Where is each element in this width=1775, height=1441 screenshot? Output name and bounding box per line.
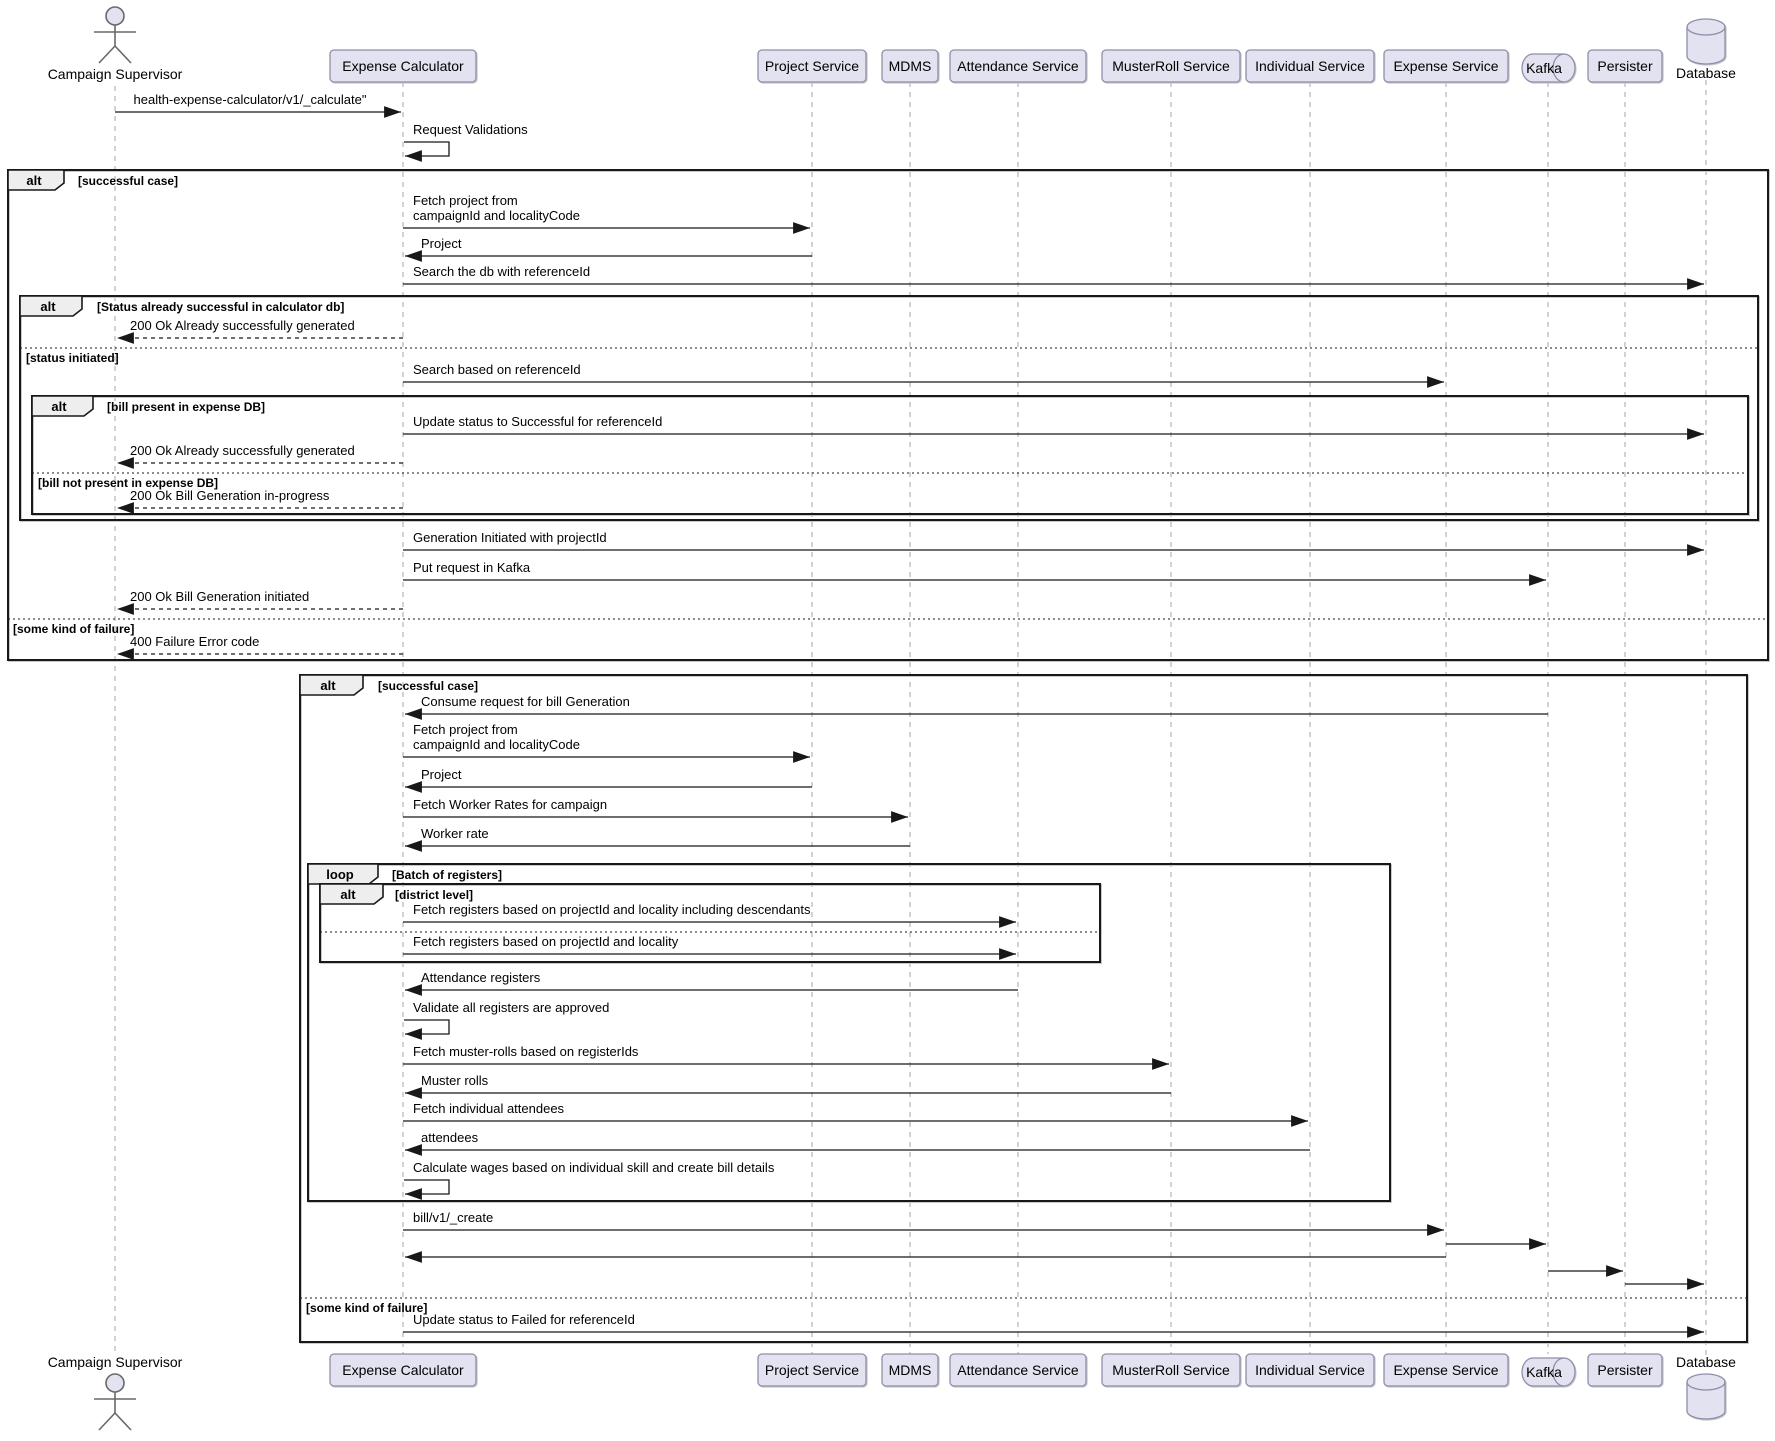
message-fetch-project-2-label-line2: campaignId and localityCode xyxy=(413,737,580,752)
actor-icon xyxy=(94,1374,136,1430)
participant-label-expense-calculator-top: Expense Calculator xyxy=(342,58,464,74)
alt-frame-2-keyword: alt xyxy=(40,299,56,314)
alt-frame-3-else-condition: [bill not present in expense DB] xyxy=(38,476,219,490)
message-fetch-project-1-label-line1: Fetch project from xyxy=(413,193,518,208)
participant-label-kafka-bottom: Kafka xyxy=(1526,1364,1562,1380)
message-worker-rate xyxy=(405,826,910,846)
participants-bottom xyxy=(48,1354,1736,1430)
alt-frame-1-condition: [successful case] xyxy=(78,174,179,188)
alt-frame-1 xyxy=(8,170,1768,660)
participant-expense-service-bottom xyxy=(1384,1354,1508,1386)
participant-label-mdms-top: MDMS xyxy=(888,58,932,74)
message-generation-initiated xyxy=(403,530,1704,550)
message-update-success xyxy=(403,414,1704,434)
participant-label-expense-service-top: Expense Service xyxy=(1393,58,1499,74)
alt-frame-4-else-condition: [some kind of failure] xyxy=(306,1301,428,1315)
alt-frame-3-keyword: alt xyxy=(51,399,67,414)
participant-label-database-bottom: Database xyxy=(1676,1354,1736,1370)
message-calculate xyxy=(115,92,401,112)
message-project-1 xyxy=(405,236,812,256)
participant-label-campaign-supervisor-bottom: Campaign Supervisor xyxy=(47,1354,183,1370)
alt-frame-2-condition: [Status already successful in calculator db] xyxy=(97,300,345,314)
participant-label-project-service-top: Project Service xyxy=(764,58,860,74)
alt-frame-1-else-condition: [some kind of failure] xyxy=(13,622,135,636)
message-project-2 xyxy=(405,767,812,787)
lifelines xyxy=(115,80,1706,1356)
message-generation-initiated-label: Generation Initiated with projectId xyxy=(413,530,607,545)
message-ok-already-generated-1-label: 200 Ok Already successfully generated xyxy=(130,318,355,333)
message-muster-rolls xyxy=(405,1073,1171,1093)
message-ok-already-generated-2 xyxy=(117,443,403,463)
queue-kafka-top xyxy=(1522,54,1575,82)
participant-label-expense-service-bottom: Expense Service xyxy=(1393,1362,1499,1378)
message-fetch-project-2 xyxy=(403,722,810,757)
alt-frame-1-border xyxy=(8,170,1768,660)
message-fetch-project-1-label-line2: campaignId and localityCode xyxy=(413,208,580,223)
message-attendees xyxy=(405,1130,1310,1150)
alt-frame-4-condition: [successful case] xyxy=(378,679,479,693)
participants-top xyxy=(48,7,1736,82)
participant-label-musterroll-service-bottom: MusterRoll Service xyxy=(1112,1362,1230,1378)
message-validate-registers xyxy=(404,1000,609,1034)
message-consume-request xyxy=(405,694,1548,714)
message-fetch-musterrolls-label: Fetch muster-rolls based on registerIds xyxy=(413,1044,639,1059)
participant-individual-service-bottom xyxy=(1246,1354,1374,1386)
participant-label-musterroll-service-top: MusterRoll Service xyxy=(1112,58,1230,74)
alt-frame-4-keyword: alt xyxy=(320,678,336,693)
message-fetch-worker-rates-label: Fetch Worker Rates for campaign xyxy=(413,797,608,812)
message-validate-registers-label: Validate all registers are approved xyxy=(413,1000,610,1015)
message-worker-rate-label: Worker rate xyxy=(421,826,489,841)
message-fetch-registers xyxy=(403,934,1016,954)
participant-persister-bottom xyxy=(1588,1354,1662,1386)
participant-project-service-bottom xyxy=(758,1354,866,1386)
message-fetch-registers-label: Fetch registers based on projectId and locality xyxy=(413,934,679,949)
message-ok-already-generated-1 xyxy=(117,318,403,338)
participant-label-attendance-service-bottom: Attendance Service xyxy=(957,1362,1079,1378)
participant-label-mdms-bottom: MDMS xyxy=(888,1362,932,1378)
participant-expense-service-top xyxy=(1384,50,1508,82)
database-icon xyxy=(1687,1374,1725,1419)
alt-frame-1-keyword: alt xyxy=(26,173,42,188)
message-fetch-registers-descendants xyxy=(403,902,1016,922)
message-search-db-label: Search the db with referenceId xyxy=(413,264,591,279)
message-project-1-label: Project xyxy=(421,236,462,251)
message-calculate-label: health-expense-calculator/v1/_calculate" xyxy=(133,92,367,107)
message-attendance-registers xyxy=(405,970,1018,990)
participant-musterroll-service-bottom xyxy=(1102,1354,1240,1386)
message-request-validations-label: Request Validations xyxy=(413,122,528,137)
message-calculate-wages-label: Calculate wages based on individual skill and create bill details xyxy=(413,1160,775,1175)
actor-icon xyxy=(94,7,136,63)
alt-frame-2-else-condition: [status initiated] xyxy=(26,351,119,365)
message-fetch-musterrolls xyxy=(403,1044,1169,1064)
participant-label-database-top: Database xyxy=(1676,65,1736,81)
participant-label-kafka-top: Kafka xyxy=(1526,60,1562,76)
message-update-failed xyxy=(403,1312,1704,1332)
message-project-2-label: Project xyxy=(421,767,462,782)
loop-frame-condition: [Batch of registers] xyxy=(392,868,503,882)
message-bill-create-label: bill/v1/_create xyxy=(413,1210,494,1225)
participant-mdms-top xyxy=(882,50,938,82)
participant-label-individual-service-top: Individual Service xyxy=(1255,58,1365,74)
message-ok-already-generated-2-label: 200 Ok Already successfully generated xyxy=(130,443,355,458)
participant-persister-top xyxy=(1588,50,1662,82)
message-attendees-label: attendees xyxy=(421,1130,479,1145)
participant-mdms-bottom xyxy=(882,1354,938,1386)
message-failure-400 xyxy=(117,634,403,654)
message-consume-request-label: Consume request for bill Generation xyxy=(421,694,630,709)
actor-campaign-supervisor-top xyxy=(48,7,183,82)
alt-frame-3-condition: [bill present in expense DB] xyxy=(107,400,266,414)
message-fetch-project-1 xyxy=(403,193,810,228)
participant-label-attendance-service-top: Attendance Service xyxy=(957,58,1079,74)
queue-kafka-bottom xyxy=(1522,1358,1575,1386)
message-calculate-wages xyxy=(404,1160,775,1194)
participant-attendance-service-bottom xyxy=(950,1354,1086,1386)
loop-frame-keyword: loop xyxy=(326,867,354,882)
message-request-validations xyxy=(404,122,528,156)
message-ok-initiated xyxy=(117,589,403,609)
message-search-reference xyxy=(403,362,1444,382)
message-search-reference-label: Search based on referenceId xyxy=(413,362,581,377)
message-attendance-registers-label: Attendance registers xyxy=(421,970,541,985)
message-put-kafka-label: Put request in Kafka xyxy=(413,560,531,575)
alt-frame-5-condition: [district level] xyxy=(395,888,474,902)
message-bill-in-progress xyxy=(117,488,403,508)
message-fetch-project-2-label-line1: Fetch project from xyxy=(413,722,518,737)
message-failure-400-label: 400 Failure Error code xyxy=(130,634,260,649)
participant-label-persister-top: Persister xyxy=(1597,58,1653,74)
alt-frame-5-keyword: alt xyxy=(340,887,356,902)
participant-musterroll-service-top xyxy=(1102,50,1240,82)
participant-expense-calculator-top xyxy=(330,50,476,82)
participant-label-project-service-bottom: Project Service xyxy=(764,1362,860,1378)
database-bottom xyxy=(1676,1354,1736,1419)
database-top xyxy=(1676,19,1736,81)
message-bill-in-progress-label: 200 Ok Bill Generation in-progress xyxy=(130,488,330,503)
frames xyxy=(8,170,1768,1342)
message-validate-registers-selfarrow xyxy=(404,1020,449,1034)
message-muster-rolls-label: Muster rolls xyxy=(421,1073,489,1088)
message-calculate-wages-selfarrow xyxy=(404,1180,449,1194)
participant-attendance-service-top xyxy=(950,50,1086,82)
message-fetch-registers-descendants-label: Fetch registers based on projectId and locality including descendants xyxy=(413,902,811,917)
message-put-kafka xyxy=(403,560,1546,580)
message-ok-initiated-label: 200 Ok Bill Generation initiated xyxy=(130,589,310,604)
message-request-validations-selfarrow xyxy=(404,142,449,156)
database-icon xyxy=(1687,19,1725,64)
participant-expense-calculator-bottom xyxy=(330,1354,476,1386)
participant-label-individual-service-bottom: Individual Service xyxy=(1255,1362,1365,1378)
message-update-success-label: Update status to Successful for referenceId xyxy=(413,414,663,429)
message-search-db xyxy=(403,264,1704,284)
message-fetch-attendees-label: Fetch individual attendees xyxy=(413,1101,565,1116)
message-fetch-attendees xyxy=(403,1101,1308,1121)
message-fetch-worker-rates xyxy=(403,797,908,817)
participant-label-campaign-supervisor-top: Campaign Supervisor xyxy=(47,66,183,82)
participant-label-persister-bottom: Persister xyxy=(1597,1362,1653,1378)
actor-campaign-supervisor-bottom xyxy=(48,1354,183,1430)
alt-frame-5 xyxy=(320,884,1100,962)
participant-label-expense-calculator-bottom: Expense Calculator xyxy=(342,1362,464,1378)
participant-project-service-top xyxy=(758,50,866,82)
message-bill-create xyxy=(403,1210,1444,1230)
participant-individual-service-top xyxy=(1246,50,1374,82)
message-update-failed-label: Update status to Failed for referenceId xyxy=(413,1312,635,1327)
